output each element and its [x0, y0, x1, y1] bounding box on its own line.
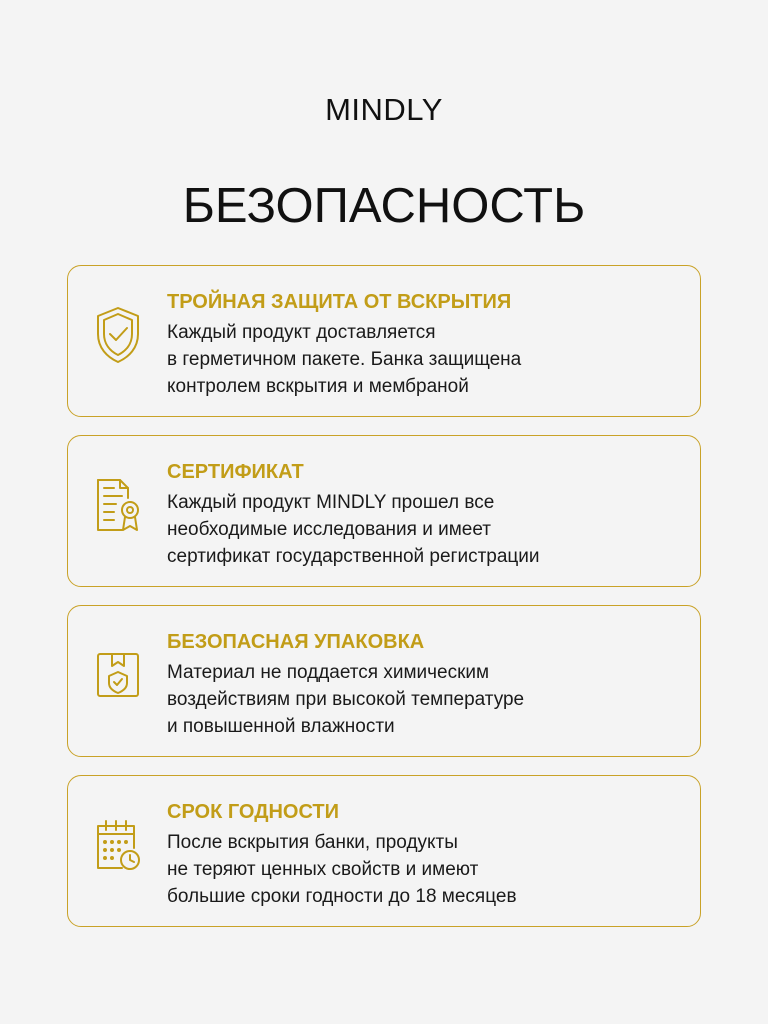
feature-heading: БЕЗОПАСНАЯ УПАКОВКА: [167, 631, 425, 653]
feature-description-line: Каждый продукт MINDLY прошел все: [167, 492, 495, 513]
feature-card-certificate: [67, 435, 701, 587]
feature-description-line: большие сроки годности до 18 месяцев: [167, 886, 517, 907]
feature-description-line: не теряют ценных свойств и имеют: [167, 859, 479, 880]
feature-description-line: После вскрытия банки, продукты: [167, 832, 458, 853]
feature-description-line: Материал не поддается химическим: [167, 662, 490, 683]
feature-card-safe-packaging: [67, 605, 701, 757]
certificate-icon: [94, 472, 142, 536]
feature-card-shelf-life: [67, 775, 701, 927]
package-shield-icon: [94, 642, 142, 706]
feature-description-line: в герметичном пакете. Банка защищена: [167, 349, 522, 370]
feature-description: [167, 319, 521, 400]
shield-check-icon: [94, 302, 142, 366]
feature-description: [167, 659, 524, 740]
brand-logo: MINDLY: [325, 92, 443, 127]
feature-description-line: Каждый продукт доставляется: [167, 322, 436, 343]
feature-description-line: и повышенной влажности: [167, 716, 395, 737]
feature-card-tamper-protection: [67, 265, 701, 417]
feature-list: [67, 265, 701, 945]
feature-description: [167, 829, 517, 910]
calendar-clock-icon: [94, 812, 142, 876]
feature-description-line: контролем вскрытия и мембраной: [167, 376, 469, 397]
page-title: БЕЗОПАСНОСТЬ: [182, 179, 586, 233]
feature-description-line: воздействиям при высокой температуре: [167, 689, 525, 710]
feature-heading: ТРОЙНАЯ ЗАЩИТА ОТ ВСКРЫТИЯ: [167, 291, 512, 313]
feature-heading: СЕРТИФИКАТ: [167, 461, 304, 483]
feature-description: [167, 489, 540, 570]
feature-heading: СРОК ГОДНОСТИ: [167, 801, 339, 823]
feature-description-line: необходимые исследования и имеет: [167, 519, 491, 540]
feature-description-line: сертификат государственной регистрации: [167, 546, 540, 567]
